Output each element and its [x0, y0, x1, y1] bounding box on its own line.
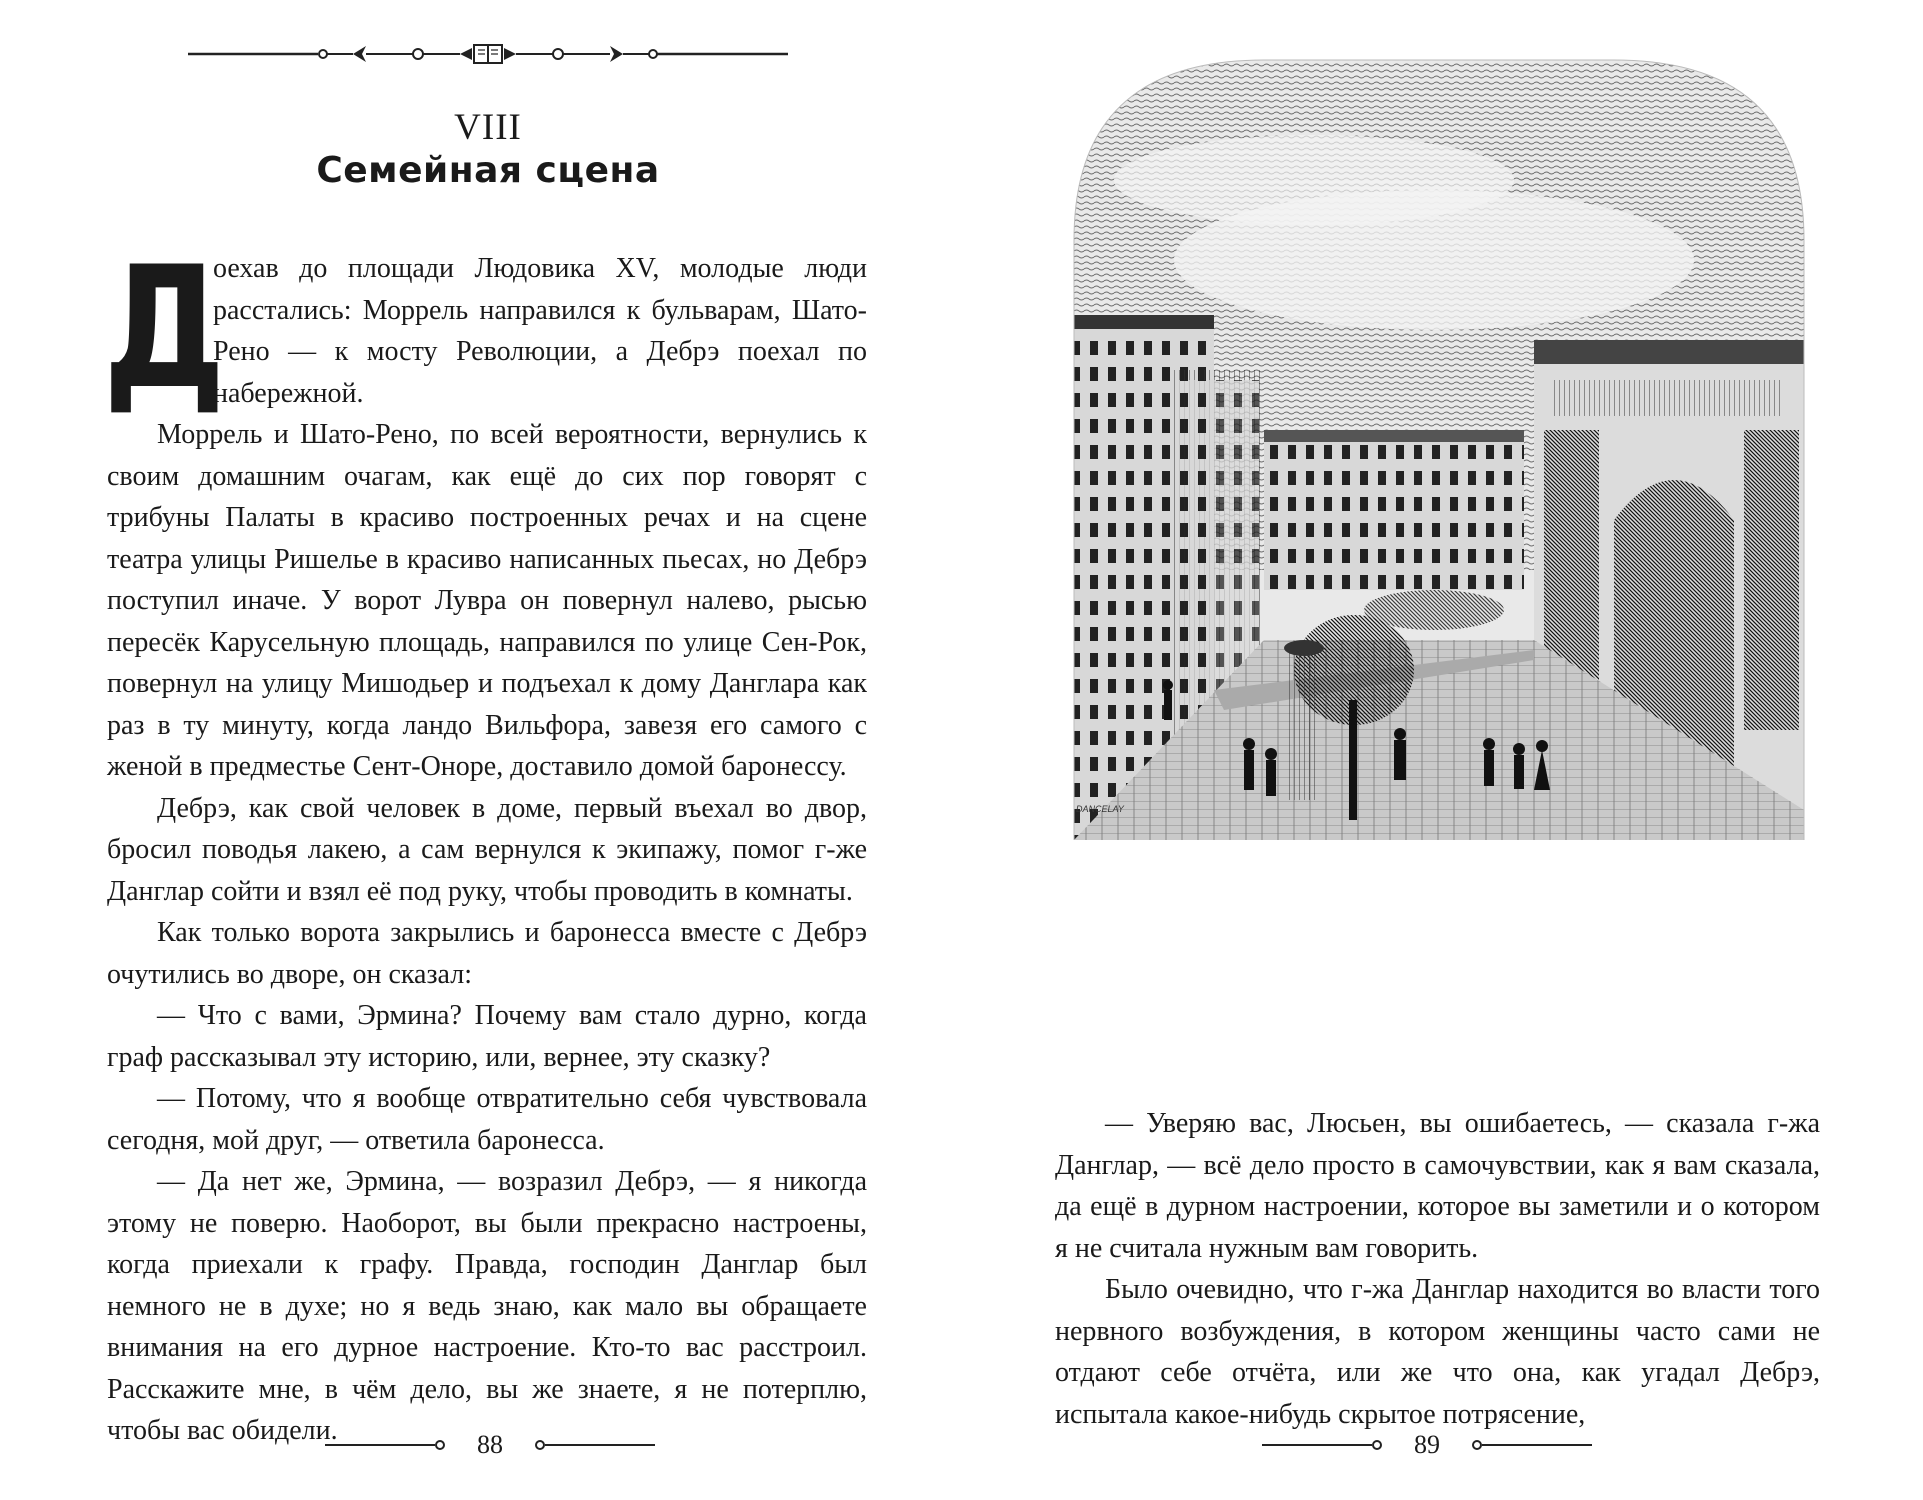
paragraph: — Да нет же, Эрмина, — возразил Дебрэ, — я никогда этому не поверю. Наоборот, вы были прекрасно настроены, когда приехали к графу. Правда, господин Данглар был немного не в духе; но я ведь знаю, как мало вы обращаете внимания на его дурное настроение. Кто-то вас расстроил. Расскажите мне, в чём дело, вы же знаете, я не потерплю, чтобы вас обидели. — [107, 1166, 867, 1446]
right-page — [962, 0, 1923, 1500]
paragraph: Дебрэ, как свой человек в доме, первый въехал во двор, бросил поводья лакею, а сам вернулся к экипажу, помог г-же Данглар сойти и взял её под руку, чтобы проводить в комнаты. — [107, 792, 867, 907]
paragraph: Было очевидно, что г-жа Данглар находится во власти того нервного возбуждения, в котором женщины часто сами не отдают себе отчёта, или же что она, как угадал Дебрэ, испытала какое-нибудь скрытое потрясение, — [1055, 1274, 1820, 1430]
body-text-right — [1055, 1103, 1820, 1435]
chapter-title: Семейная сцена — [316, 150, 660, 191]
street-engraving-illustration — [1014, 50, 1864, 1010]
page-number: 89 — [1414, 1430, 1440, 1459]
book-ornament-icon — [188, 40, 788, 70]
body-text-left — [103, 230, 867, 1452]
first-paragraph: Д оехав до площади Людовика XV, молодые люди расстались: Моррель направился к бульварам, Шато-Рено — к мосту Революции, а Дебрэ поехал по набережной. — [103, 230, 867, 426]
paragraph: — Что с вами, Эрмина? Почему вам стало дурно, когда граф рассказывал эту историю, или, вернее, эту сказку? — [107, 1000, 867, 1073]
page-number: 88 — [477, 1430, 503, 1459]
chapter-number: VIII — [454, 107, 522, 148]
paragraph: Как только ворота закрылись и баронесса вместе с Дебрэ очутились во дворе, он сказал: — [107, 917, 867, 990]
paragraph: Моррель и Шато-Рено, по всей вероятности, вернулись к своим домашним очагам, как ещё до сих пор говорят с трибуны Палаты в красиво построенных речах и на сцене театра улицы Ришелье в красиво написанных пьесах, но Дебрэ поступил иначе. У ворот Лувра он повернул налево, рысью пересёк Карусельную площадь, направился по улице Сен-Рок, повернул на улицу Мишодьер и подъехал к дому Данглара как раз в ту минуту, когда ландо Вильфора, завезя его самого с женой в предместье Сент-Оноре, доставило домой баронессу. — [107, 419, 867, 782]
paragraph: — Уверяю вас, Люсьен, вы ошибаетесь, — сказала г-жа Данглар, — всё дело просто в самочувствии, как я вам сказала, да ещё в дурном настроении, которое вы заметили и о котором я не считала нужным вам говорить. — [1055, 1108, 1820, 1264]
drop-cap: Д — [103, 230, 226, 426]
page-footer-left — [325, 1430, 655, 1460]
page-footer-right — [1262, 1430, 1592, 1460]
paragraph: — Потому, что я вообще отвратительно себя чувствовала сегодня, мой друг, — ответила баронесса. — [107, 1083, 867, 1156]
engraving-signature: DANCELAY — [1076, 804, 1124, 814]
